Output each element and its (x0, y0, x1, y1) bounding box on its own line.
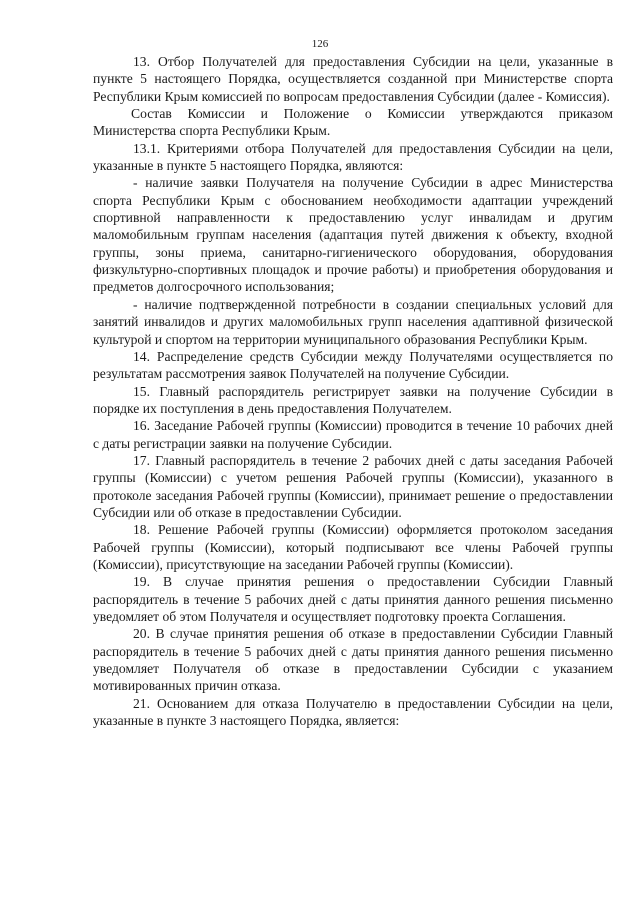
paragraph-13-1: 13.1. Критериями отбора Получателей для предоставления Субсидии на цели, указанные в пункте 5 настоящего Порядка, являются: (93, 140, 613, 174)
paragraph-13: 13. Отбор Получателей для предоставления Субсидии на цели, указанные в пункте 5 настоящего Порядка, осуществляется созданной при Министерстве спорта Республики Крым комиссией по вопросам предоставления Субсидии (далее - Комиссия). (93, 54, 613, 104)
paragraph-19: 19. В случае принятия решения о предоставлении Субсидии Главный распорядитель в течение 5 рабочих дней с даты принятия данного решения письменно уведомляет об этом Получателя и осуществляет подготовку проекта Соглашения. (93, 574, 613, 624)
paragraph-17: 17. Главный распорядитель в течение 2 рабочих дней с даты заседания Рабочей группы (Комиссии) с учетом решения Рабочей группы (Комиссии), указанного в протоколе заседания Рабочей группы (Комиссии), принимает решение о предоставлении Субсидии или об отказе в предоставлении Субсидии. (93, 452, 613, 520)
paragraph-20: 20. В случае принятия решения об отказе в предоставлении Субсидии Главный распорядитель в течение 5 рабочих дней с даты принятия данного решения письменно уведомляет Получателя об отказе в предоставлении Субсидии с указанием мотивированных причин отказа. (93, 626, 613, 694)
criteria-item-need: - наличие подтвержденной потребности в создании специальных условий для занятий инвалидов и других маломобильных групп населения адаптивной физической культурой и спортом на территории муниципального образования Республики Крым. (93, 296, 613, 347)
page-number: 126 (311, 38, 329, 50)
paragraph-16: 16. Заседание Рабочей группы (Комиссии) проводится в течение 10 рабочих дней с даты регистрации заявки на получение Субсидии. (93, 418, 613, 451)
criteria-item-application: - наличие заявки Получателя на получение Субсидии в адрес Министерства спорта Республики Крым с обоснованием необходимости адаптации учреждений спортивной направленности к предоставлению услуг инвалидам и другим маломобильным группам населения (адаптация путей движения к объекту, входной группы, зоны приема, санитарно-гигиенического оборудования, оборудования физкультурно-спортивных площадок и прочие работы) и приобретения оборудования и предметов долгосрочного использования; (93, 175, 613, 295)
paragraph-commission-composition: Состав Комиссии и Положение о Комиссии утверждаются приказом Министерства спорта Республики Крым. (93, 106, 613, 139)
document-body (93, 53, 613, 729)
paragraph-18: 18. Решение Рабочей группы (Комиссии) оформляется протоколом заседания Рабочей группы (Комиссии), который подписывают все члены Рабочей группы (Комиссии), присутствующие на заседании Рабочей группы (Комиссии). (93, 522, 613, 572)
paragraph-21: 21. Основанием для отказа Получателю в предоставлении Субсидии на цели, указанные в пункте 3 настоящего Порядка, является: (93, 695, 613, 729)
paragraph-14: 14. Распределение средств Субсидии между Получателями осуществляется по результатам рассмотрения заявок Получателей на получение Субсидии. (93, 348, 613, 382)
paragraph-15: 15. Главный распорядитель регистрирует заявки на получение Субсидии в порядке их поступления в день предоставления Получателем. (93, 383, 613, 416)
